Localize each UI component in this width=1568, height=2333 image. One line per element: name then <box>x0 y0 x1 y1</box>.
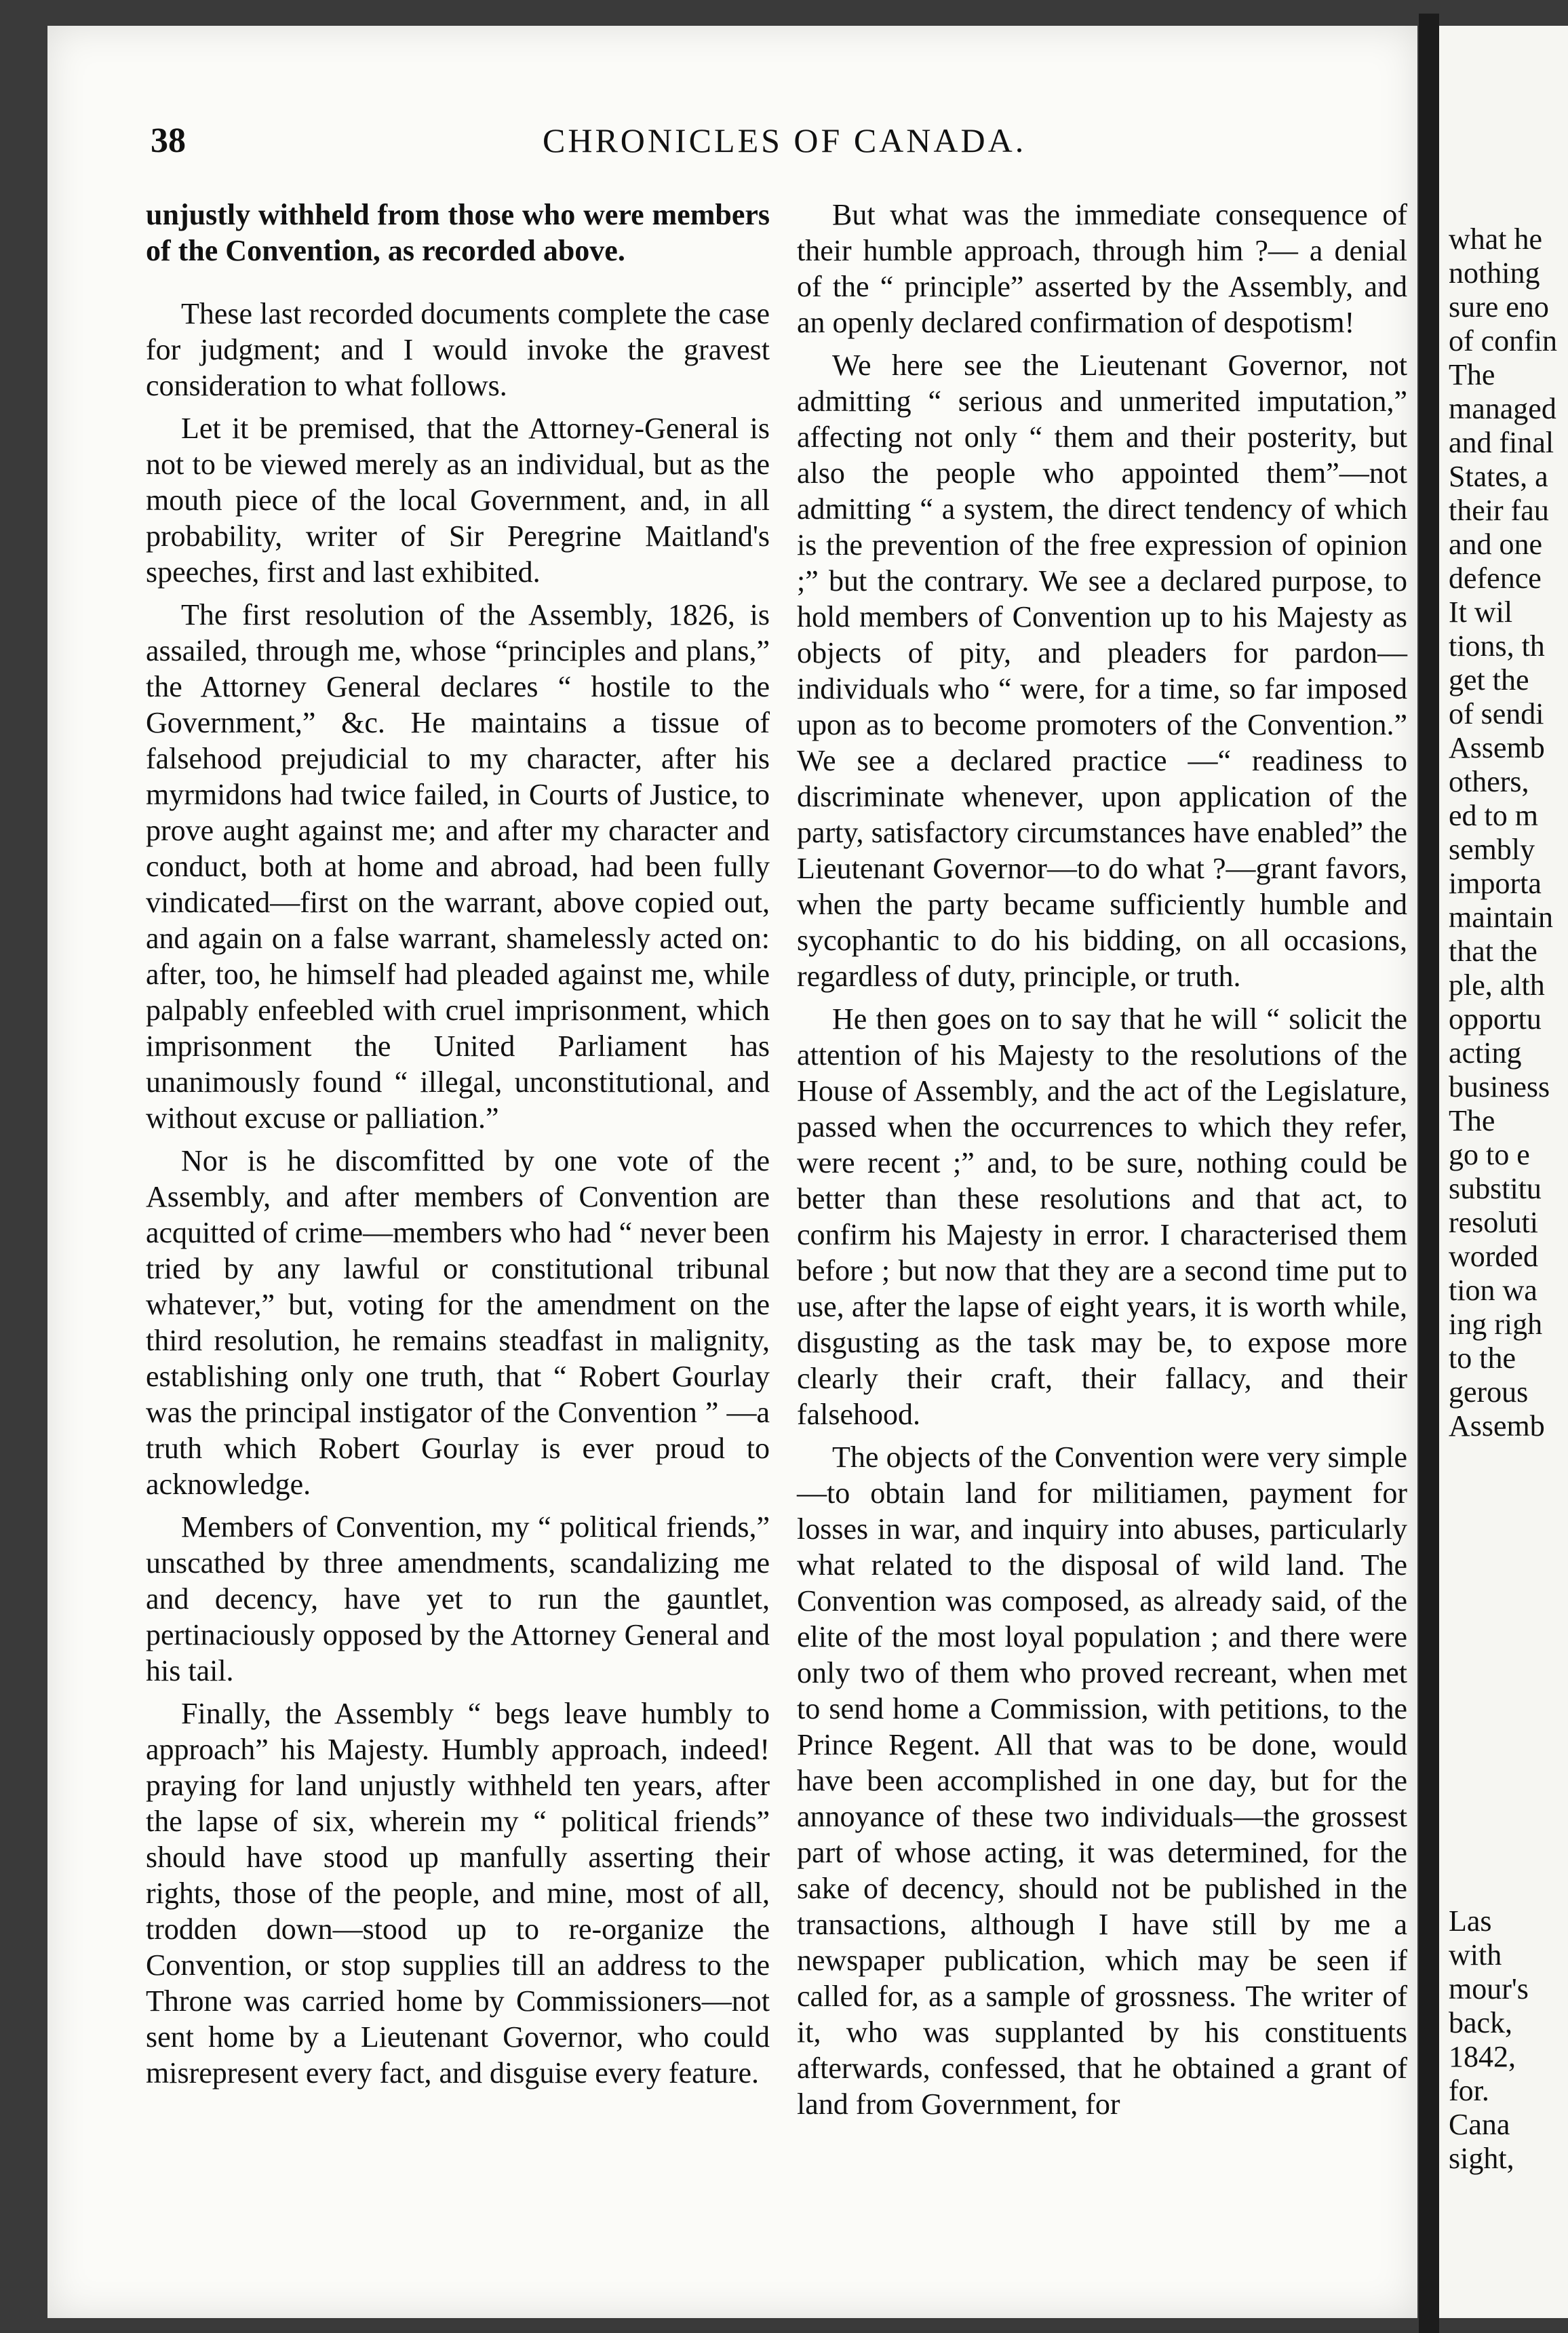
adjacent-page-line: It wil <box>1449 595 1513 629</box>
paragraph: The objects of the Convention were very simple—to obtain land for militiamen, payment for losses in war, and inquiry into abuses, particularly what related to the disposal of wild land. The Convention was composed, as already said, of the elite of the most loyal population ; and there were only two of them who proved recreant, when met to send home a Commission, with petitions, to the Prince Regent. All that was to be done, would have been accomplished in one day, but for the annoyance of these two individuals—the grossest part of whose acting, it was determined, for the sake of decency, should not be published in the transactions, although I have still by me a newspaper publication, which may be seen if called for, as a sample of grossness. The writer of it, who was supplanted by his constituents afterwards, confessed, that he obtained a grant of land from Government, for <box>797 1440 1407 2121</box>
page-header <box>95 121 1384 182</box>
adjacent-page-line: substitu <box>1449 1172 1542 1205</box>
adjacent-page-line: sight, <box>1449 2142 1514 2175</box>
adjacent-page-line: opportu <box>1449 1002 1542 1036</box>
paragraph: Let it be premised, that the Attorney-General is not to be viewed merely as an individual, but as the mouth piece of the local Government, and, in all probability, writer of Sir Peregrine Maitland's speeches, first and last exhibited. <box>146 412 770 589</box>
adjacent-page-line: Assemb <box>1449 731 1545 764</box>
adjacent-page-edge <box>1439 26 1568 2318</box>
adjacent-page-line: that the <box>1449 935 1537 968</box>
paragraph: Members of Convention, my “ political friends,” unscathed by three amendments, scandalizing me and decency, have yet to run the gauntlet, pertinaciously opposed by the Attorney General and his tail. <box>146 1510 770 1687</box>
adjacent-page-line: nothing <box>1449 256 1540 290</box>
adjacent-page-line: back, <box>1449 2006 1513 2039</box>
adjacent-page-line: ing righ <box>1449 1308 1543 1341</box>
paragraph: Finally, the Assembly “ begs leave humbly to approach” his Majesty. Humbly approach, indeed! praying for land unjustly withheld ten years, after the lapse of six, wherein my “ political friends” should have stood up manfully asserting their rights, those of the people, and mine, most of all, trodden down—stood up to re-organize the Convention, or stop supplies till an address to the Throne was carried home by Commissioners—not sent home by a Lieutenant Governor, who could misrepresent every fact, and disguise every feature. <box>146 1697 770 2090</box>
adjacent-page-text-top <box>1449 222 1568 1443</box>
adjacent-page-line: importa <box>1449 867 1542 900</box>
adjacent-page-line: tions, th <box>1449 629 1545 663</box>
paragraph: The first resolution of the Assembly, 1826, is assailed, through me, whose “principles and plans,” the Attorney General declares “ hostile to the Government,” &c. He maintains a tissue of falsehood prejudicial to my character, after his myrmidons had twice failed, in Courts of Justice, to prove aught against me; and after my character and conduct, both at home and abroad, had been fully vindicated—first on the warrant, above copied out, and again on a false warrant, shamelessly acted on: after, too, he himself had pleaded against me, while palpably enfeebled with cruel imprisonment, which imprisonment the United Parliament has unanimously found “ illegal, unconstitutional, and without excuse or palliation.” <box>146 598 770 1135</box>
adjacent-page-line: Las <box>1449 1904 1492 1938</box>
adjacent-page-line: get the <box>1449 663 1529 697</box>
adjacent-page-line: sure eno <box>1449 290 1549 324</box>
adjacent-page-line: and final <box>1449 426 1554 459</box>
adjacent-page-line: resoluti <box>1449 1206 1538 1239</box>
adjacent-page-line: tion wa <box>1449 1274 1537 1307</box>
adjacent-page-line: acting <box>1449 1036 1522 1070</box>
adjacent-page-line: their fau <box>1449 494 1549 527</box>
page-number: 38 <box>151 121 186 160</box>
adjacent-page-line: with <box>1449 1938 1502 1972</box>
adjacent-page-line: of sendi <box>1449 697 1544 730</box>
adjacent-page-line: business <box>1449 1070 1550 1103</box>
adjacent-page-line: gerous <box>1449 1375 1529 1409</box>
paragraph: These last recorded documents complete the case for judgment; and I would invoke the gravest consideration to what follows. <box>146 297 770 402</box>
running-head: CHRONICLES OF CANADA. <box>543 121 1027 159</box>
book-gutter <box>1419 14 1439 2333</box>
adjacent-page-line: for. <box>1449 2074 1489 2107</box>
adjacent-page-line: maintain <box>1449 901 1553 934</box>
adjacent-page-line: defence <box>1449 562 1542 595</box>
adjacent-page-line: worded <box>1449 1240 1538 1273</box>
adjacent-page-line: States, a <box>1449 460 1548 493</box>
adjacent-page-line: go to e <box>1449 1138 1530 1171</box>
adjacent-page-line: others, <box>1449 765 1529 798</box>
adjacent-page-line: Cana <box>1449 2108 1510 2141</box>
adjacent-page-line: managed <box>1449 392 1556 425</box>
adjacent-page-line: The <box>1449 1104 1495 1137</box>
adjacent-page-line: mour's <box>1449 1972 1529 2005</box>
adjacent-page-line: ple, alth <box>1449 968 1545 1002</box>
paragraph: Nor is he discomfitted by one vote of the Assembly, and after members of Convention are acquitted of crime—members who had “ never been tried by any lawful or constitutional tribunal whatever,” but, voting for the amendment on the third resolution, he remains steadfast in malignity, establishing only one truth, that “ Robert Gourlay was the principal instigator of the Convention ” —a truth which Robert Gourlay is ever proud to acknowledge. <box>146 1144 770 1501</box>
paragraph: He then goes on to say that he will “ solicit the attention of his Majesty to the resolutions of the House of Assembly, and the act of the Legislature, passed when the occurrences to which they refer, were recent ;” and, to be sure, nothing could be better than these resolutions and that act, to confirm his Majesty in error. I characterised them before ; but now that they are a second time put to use, after the lapse of eight years, it is worth while, disgusting as the task may be, to expose more clearly their craft, their fallacy, and their falsehood. <box>797 1002 1407 1431</box>
adjacent-page-text-bottom <box>1449 1904 1568 2176</box>
paragraph: unjustly withheld from those who were members of the Convention, as recorded above. <box>146 198 770 267</box>
right-column <box>797 197 1407 2129</box>
adjacent-page-line: 1842, <box>1449 2040 1516 2073</box>
left-column <box>146 197 770 2098</box>
adjacent-page-line: what he <box>1449 222 1543 256</box>
adjacent-page-line: The <box>1449 358 1495 391</box>
adjacent-page-line: sembly <box>1449 833 1535 866</box>
adjacent-page-line: to the <box>1449 1341 1516 1375</box>
adjacent-page-line: ed to m <box>1449 799 1538 832</box>
paragraph: We here see the Lieutenant Governor, not admitting “ serious and unmerited imputation,” affecting not only “ them and their posterity, but also the people who appointed them”—not admitting “ a system, the direct tendency of which is the prevention of the free expression of opinion ;” but the contrary. We see a declared purpose, to hold members of Convention up to his Majesty as objects of pity, and pleaders for pardon— individuals who “ were, for a time, so far imposed upon as to become promoters of the Convention.” We see a declared practice —“ readiness to discriminate whenever, upon application of the party, satisfactory circumstances have enabled” the Lieutenant Governor—to do what ?—grant favors, when the party became sufficiently humble and sycophantic to do his bidding, on all occasions, regardless of duty, principle, or truth. <box>797 349 1407 993</box>
adjacent-page-line: Assemb <box>1449 1409 1545 1443</box>
paragraph: But what was the immediate consequence of their humble approach, through him ?— a denial of the “ principle” asserted by the Assembly, and an openly declared confirmation of despotism! <box>797 198 1407 339</box>
adjacent-page-line: of confin <box>1449 324 1558 357</box>
adjacent-page-line: and one <box>1449 528 1543 561</box>
